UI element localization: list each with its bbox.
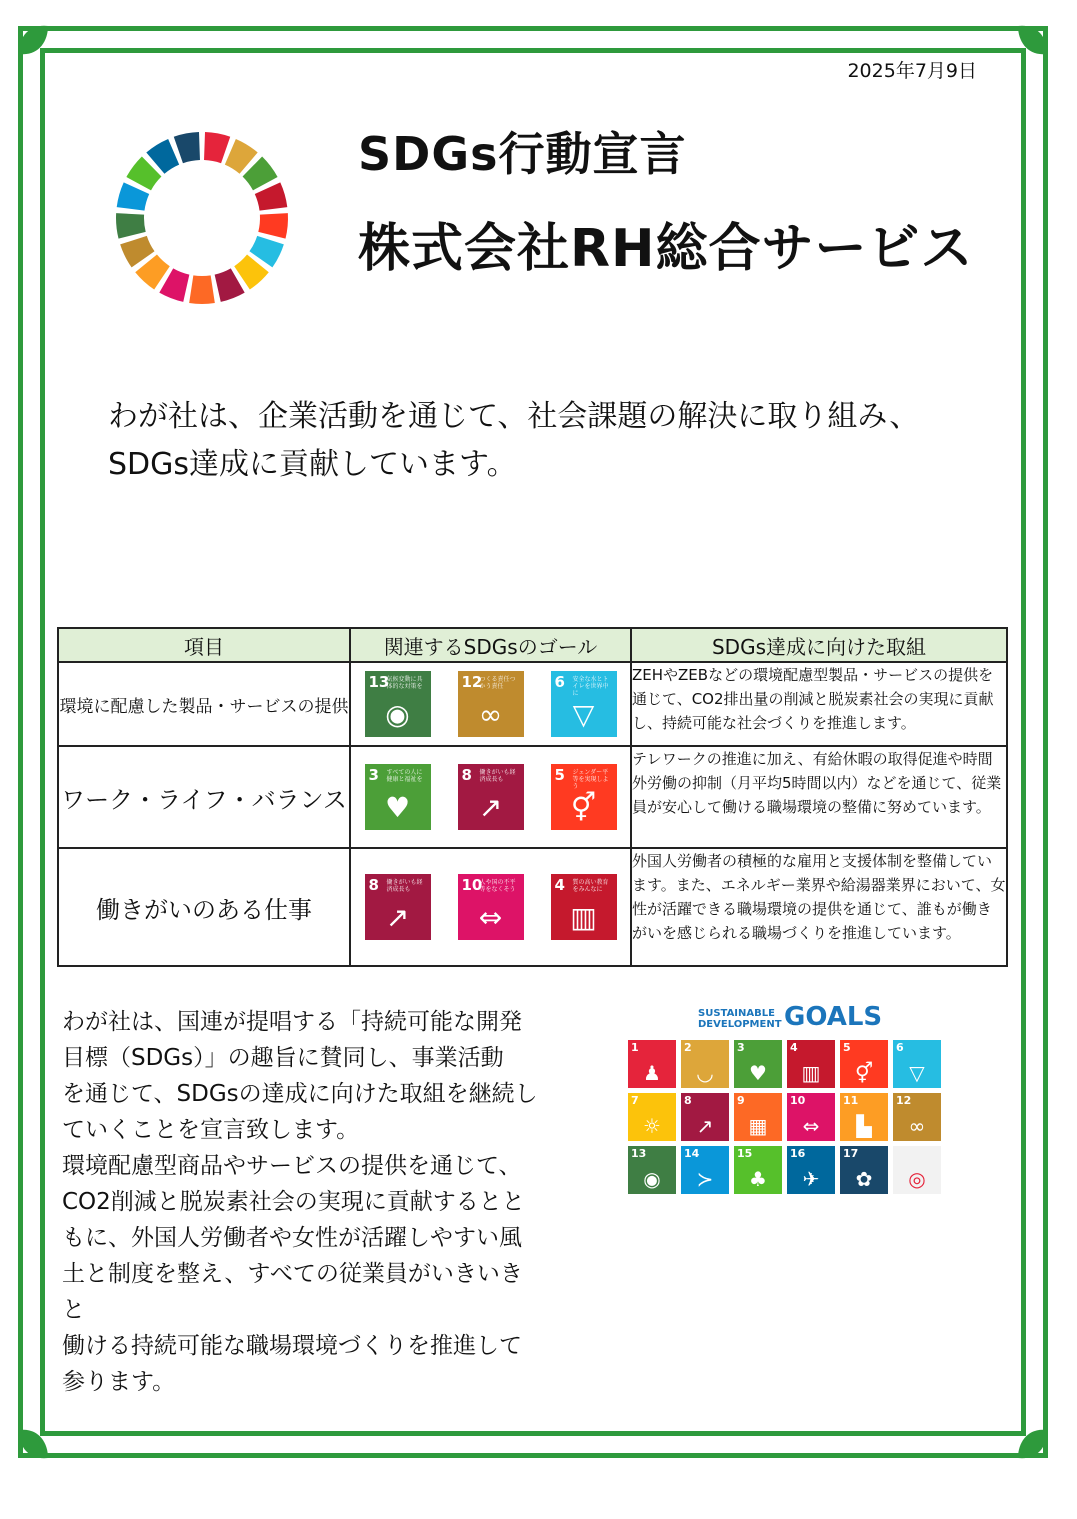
eye-globe-icon: ◉	[643, 1167, 661, 1191]
intro-line: わが社は、企業活動を通じて、社会課題の解決に取り組み、	[108, 399, 920, 434]
sdg-goal-3-icon	[734, 1040, 782, 1088]
wheel-segment	[116, 213, 146, 239]
goal-caption: ジェンダー平等を実現しよう	[572, 769, 609, 790]
sdg-goal-10-icon	[787, 1093, 835, 1141]
sdg-goal-10-icon	[458, 874, 524, 940]
flower-icon: ✿	[855, 1167, 873, 1191]
water-drop-icon: ▽	[572, 698, 595, 731]
book-icon: ▥	[801, 1061, 821, 1085]
sdg-goal-7-icon	[628, 1093, 676, 1141]
declaration-line: 環境配慮型商品やサービスの提供を通じて、	[62, 1153, 522, 1179]
sdg-goal-5-icon	[551, 764, 617, 830]
infinity-icon: ∞	[908, 1114, 926, 1138]
sdg-goal-5-icon	[840, 1040, 888, 1088]
logo-text: DEVELOPMENT	[698, 1019, 782, 1030]
goal-number: 7	[631, 1094, 639, 1107]
row-item-label: 環境に配慮した製品・サービスの提供	[58, 662, 350, 746]
tree-icon: ♣	[749, 1167, 767, 1191]
goal-number: 6	[554, 673, 565, 691]
declaration-text	[62, 1004, 542, 1400]
heartbeat-icon: ♥	[384, 791, 411, 824]
row-item-label: ワーク・ライフ・バランス	[58, 746, 350, 848]
dove-icon: ✈	[802, 1167, 820, 1191]
row-description: テレワークの推進に加え、有給休暇の取得促進や時間外労働の抑制（月平均5時間以内）などを通じて、従業員が安心して働ける職場環境の整備に努めています。	[631, 746, 1007, 848]
goal-caption: 働きがいも経済成長も	[386, 879, 423, 893]
goal-number: 10	[461, 876, 483, 894]
sdg-goals-table	[57, 627, 1008, 967]
goal-number: 1	[631, 1041, 639, 1054]
declaration-line: 土と制度を整え、すべての従業員がいきいきと	[62, 1261, 523, 1323]
document-date: 2025年7月9日	[847, 60, 977, 82]
goal-number: 12	[896, 1094, 912, 1107]
sdg-goal-13-icon	[365, 671, 431, 737]
page-title: SDGs行動宣言	[358, 127, 687, 181]
goal-number: 4	[790, 1041, 798, 1054]
declaration-line: わが社は、国連が提唱する「持続可能な開発	[62, 1009, 522, 1035]
declaration-line: 参ります。	[62, 1369, 176, 1395]
fish-icon: ≻	[696, 1167, 714, 1191]
leaf-corner-icon	[1012, 20, 1052, 60]
sdg-goal-15-icon	[734, 1146, 782, 1194]
sun-icon: ☼	[643, 1114, 661, 1138]
book-icon: ▥	[570, 901, 597, 934]
logo-goals-text: GOALS	[784, 1002, 883, 1032]
row-goal-icons	[350, 746, 631, 848]
goal-number: 11	[843, 1094, 859, 1107]
sdg-goal-9-icon	[734, 1093, 782, 1141]
declaration-line: CO2削減と脱炭素社会の実現に貢献するとと	[62, 1189, 525, 1215]
column-header: 関連するSDGsのゴール	[350, 628, 631, 662]
sdg-goal-2-icon	[681, 1040, 729, 1088]
goal-number: 13	[631, 1147, 647, 1160]
sdg-goal-8-icon	[681, 1093, 729, 1141]
leaf-corner-icon	[14, 20, 54, 60]
sdg-logo-subtitle	[698, 1008, 782, 1030]
sdg-wheel-icon	[114, 130, 290, 306]
sdg-icon-grid	[628, 1040, 941, 1194]
goal-number: 5	[554, 766, 565, 784]
goal-caption: 質の高い教育をみんなに	[572, 879, 609, 893]
intro-line: SDGs達成に貢献しています。	[108, 447, 517, 482]
people-icon: ♟	[643, 1061, 661, 1085]
wheel-segment	[174, 132, 200, 163]
sdg-wheel-icon	[893, 1146, 941, 1194]
bowl-icon: ◡	[696, 1061, 714, 1085]
goal-caption: つくる責任つかう責任	[479, 676, 516, 690]
table-row	[58, 662, 1007, 746]
sdg-goal-4-icon	[551, 874, 617, 940]
goal-number: 17	[843, 1147, 859, 1160]
row-description: 外国人労働者の積極的な雇用と支援体制を整備しています。また、エネルギー業界や給湯器業界において、女性が活躍できる職場環境の提供を通じて、誰もが働きがいを感じられる職場づくりを推進しています。	[631, 848, 1007, 966]
sdg-goal-6-icon	[551, 671, 617, 737]
equality-icon: ⇔	[478, 901, 503, 934]
leaf-corner-icon	[14, 1424, 54, 1464]
goal-caption: すべての人に健康と福祉を	[386, 769, 423, 783]
goal-number: 14	[684, 1147, 700, 1160]
leaf-corner-icon	[1012, 1424, 1052, 1464]
wheel-segment	[258, 213, 288, 239]
growth-chart-icon: ↗	[385, 901, 410, 934]
intro-statement	[108, 393, 919, 489]
goal-number: 6	[896, 1041, 904, 1054]
goal-number: 15	[737, 1147, 753, 1160]
column-header: 項目	[58, 628, 350, 662]
declaration-line: 働ける持続可能な職場環境づくりを推進して	[62, 1333, 522, 1359]
sdg-wheel-icon: ◎	[908, 1167, 926, 1191]
table-row	[58, 848, 1007, 966]
declaration-line: もに、外国人労働者や女性が活躍しやすい風	[62, 1225, 522, 1251]
row-description: ZEHやZEBなどの環境配慮型製品・サービスの提供を通じて、CO2排出量の削減と脱炭素社会の実現に貢献し、持続可能な社会づくりを推進します。	[631, 662, 1007, 746]
row-item-label: 働きがいのある仕事	[58, 848, 350, 966]
goal-caption: 安全な水とトイレを世界中に	[572, 676, 609, 697]
goal-number: 12	[461, 673, 483, 691]
wheel-segment	[204, 132, 230, 163]
sdg-goal-3-icon	[365, 764, 431, 830]
goal-number: 3	[368, 766, 379, 784]
equality-icon: ⇔	[802, 1114, 820, 1138]
sdg-goal-16-icon	[787, 1146, 835, 1194]
sdg-goal-4-icon	[787, 1040, 835, 1088]
declaration-line: を通じて、SDGsの達成に向けた取組を継続し	[62, 1081, 538, 1107]
growth-chart-icon: ↗	[696, 1114, 714, 1138]
cubes-icon: ▦	[748, 1114, 768, 1138]
gender-icon: ⚥	[570, 791, 597, 824]
sdg-goal-8-icon	[458, 764, 524, 830]
goal-number: 5	[843, 1041, 851, 1054]
declaration-line: 目標（SDGs）」の趣旨に賛同し、事業活動	[62, 1045, 504, 1071]
company-name: 株式会社RH総合サービス	[358, 219, 974, 279]
sdg-goal-14-icon	[681, 1146, 729, 1194]
sdg-goal-8-icon	[365, 874, 431, 940]
sdg-goals-logo-block	[628, 1002, 948, 1191]
sdg-goal-17-icon	[840, 1146, 888, 1194]
heartbeat-icon: ♥	[749, 1061, 767, 1085]
water-drop-icon: ▽	[909, 1061, 925, 1085]
goal-number: 4	[554, 876, 565, 894]
sdg-goal-6-icon	[893, 1040, 941, 1088]
goal-number: 2	[684, 1041, 692, 1054]
goal-number: 10	[790, 1094, 806, 1107]
declaration-line: ていくことを宣言致します。	[62, 1117, 360, 1143]
sdg-goal-11-icon	[840, 1093, 888, 1141]
logo-text: SUSTAINABLE	[698, 1008, 775, 1019]
goal-number: 8	[461, 766, 472, 784]
table-row	[58, 746, 1007, 848]
goal-caption: 気候変動に具体的な対策を	[386, 676, 423, 690]
sdg-goal-12-icon	[893, 1093, 941, 1141]
row-goal-icons	[350, 848, 631, 966]
sdg-goal-1-icon	[628, 1040, 676, 1088]
row-goal-icons	[350, 662, 631, 746]
column-header: SDGs達成に向けた取組	[631, 628, 1007, 662]
goal-number: 13	[368, 673, 390, 691]
sdg-logo	[628, 1004, 948, 1036]
infinity-icon: ∞	[478, 698, 503, 731]
goal-caption: 人や国の不平等をなくそう	[479, 879, 516, 893]
goal-number: 8	[368, 876, 379, 894]
wheel-segment	[189, 275, 215, 304]
goal-number: 3	[737, 1041, 745, 1054]
goal-caption: 働きがいも経済成長も	[479, 769, 516, 783]
sdg-goal-12-icon	[458, 671, 524, 737]
goal-number: 16	[790, 1147, 806, 1160]
gender-icon: ⚥	[854, 1061, 874, 1085]
goal-number: 9	[737, 1094, 745, 1107]
sdg-goal-13-icon	[628, 1146, 676, 1194]
goal-number: 8	[684, 1094, 692, 1107]
growth-chart-icon: ↗	[478, 791, 503, 824]
eye-globe-icon: ◉	[385, 698, 410, 731]
city-icon: ▙	[856, 1114, 872, 1138]
